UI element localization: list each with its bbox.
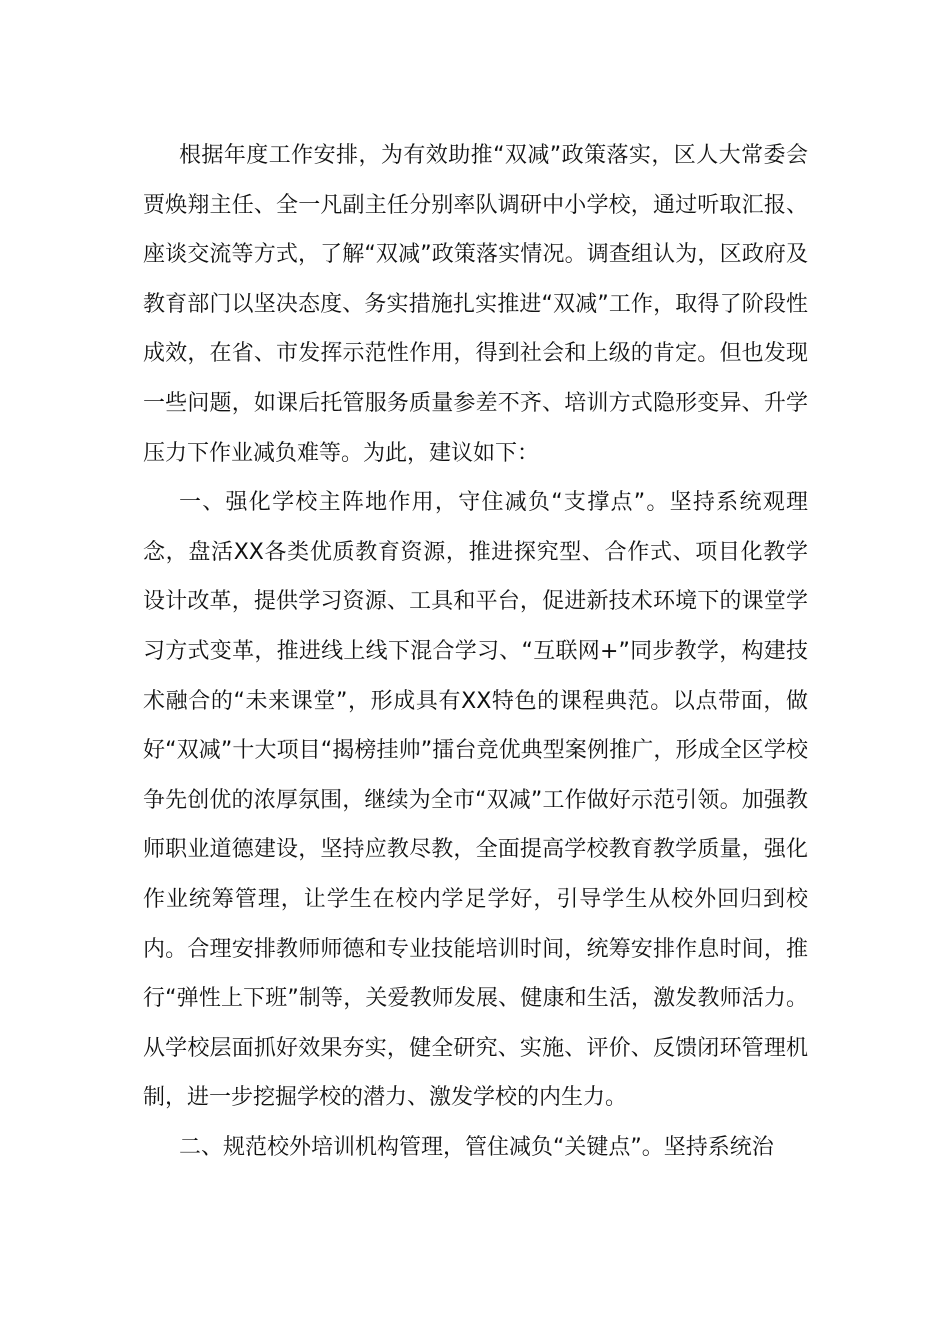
document-body <box>143 131 808 1172</box>
intro-paragraph: 根据年度工作安排，为有效助推“双减”政策落实，区人大常委会贾焕翔主任、全一凡副主任分别率队调研中小学校，通过听取汇报、座谈交流等方式，了解“双减”政策落实情况。调查组认为，区政府及教育部门以坚决态度、务实措施扎实推进“双减”工作，取得了阶段性成效，在省、市发挥示范性作用，得到社会和上级的肯定。但也发现一些问题，如课后托管服务质量参差不齐、培训方式隐形变异、升学压力下作业减负难等。为此，建议如下： <box>143 143 808 466</box>
section-one-paragraph: 一、强化学校主阵地作用，守住减负“支撑点”。坚持系统观理念，盘活XX各类优质教育资源，推进探究型、合作式、项目化教学设计改革，提供学习资源、工具和平台，促进新技术环境下的课堂学习方式变革，推进线上线下混合学习、“互联网+”同步教学，构建技术融合的“未来课堂”，形成具有XX特色的课程典范。以点带面，做好“双减”十大项目“揭榜挂帅”擂台竞优典型案例推广，形成全区学校争先创优的浓厚氛围，继续为全市“双减”工作做好示范引领。加强教师职业道德建设，坚持应教尽教，全面提高学校教育教学质量，强化作业统筹管理，让学生在校内学足学好，引导学生从校外回归到校内。合理安排教师师德和专业技能培训时间，统筹安排作息时间，推行“弹性上下班”制等，关爱教师发展、健康和生活，激发教师活力。从学校层面抓好效果夯实，健全研究、实施、评价、反馈闭环管理机制，进一步挖掘学校的潜力、激发学校的内生力。 <box>143 490 808 1111</box>
section-two-paragraph: 二、规范校外培训机构管理，管住减负“关键点”。坚持系统治 <box>179 1134 774 1160</box>
